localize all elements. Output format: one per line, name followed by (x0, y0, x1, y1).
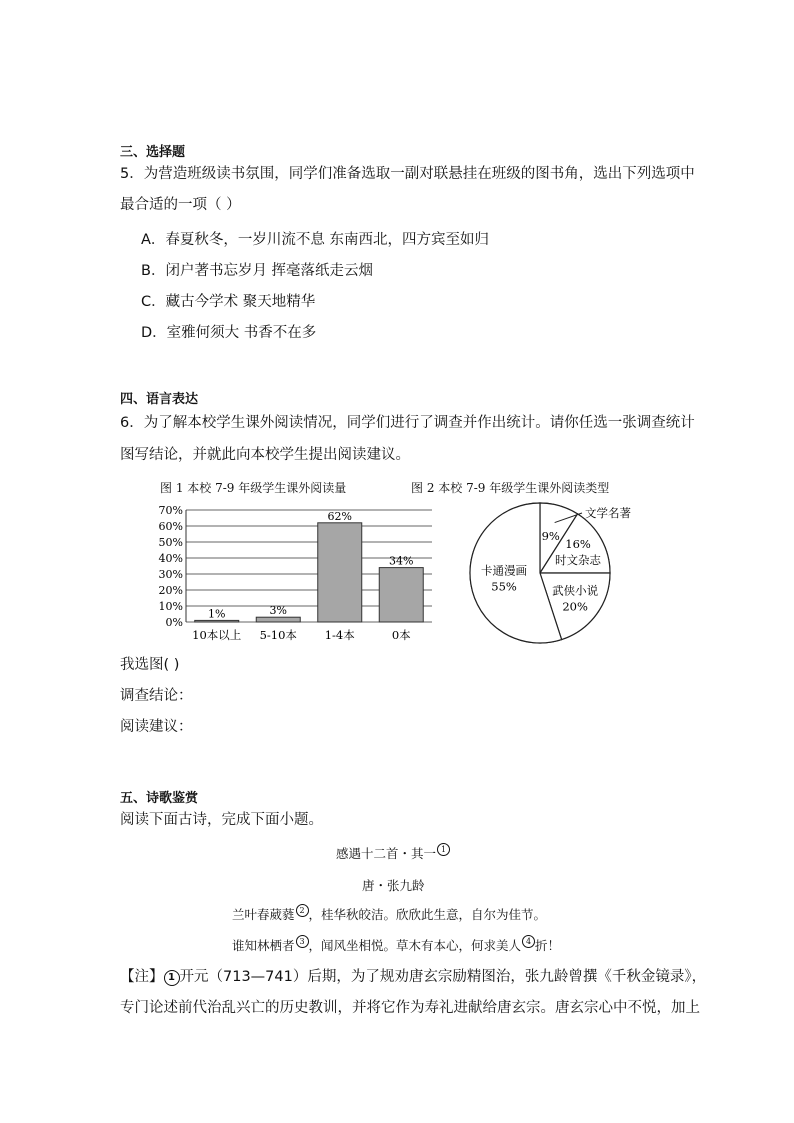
bar (379, 568, 423, 622)
x-category-label: 1-4本 (324, 628, 355, 642)
pie-slice-label: 时文杂志 (555, 553, 602, 568)
section-title-poetry: 五、诗歌鉴赏 (120, 791, 199, 806)
annotation-line-1: 【注】 1 开元（713—741）后期，为了规劝唐玄宗励精图治，张九龄曾撰《千秋金镜录》， (120, 969, 707, 985)
option-a: A．春夏秋冬，一岁川流不息 东南西北，四方宾至如归 (141, 232, 490, 248)
chart-2-title: 图 2 本校 7-9 年级学生课外阅读类型 (411, 481, 610, 495)
pie-value-label: 20% (562, 599, 588, 614)
y-tick-label: 10% (158, 600, 183, 613)
note-marker-3: 3 (296, 935, 309, 948)
y-tick-label: 50% (158, 536, 183, 549)
pie-chart (460, 498, 680, 650)
poem-title: 感遇十二首・其一 1 (336, 843, 450, 862)
note-marker-1: 1 (437, 843, 450, 856)
pie-slice-label: 卡通漫画 (481, 563, 528, 578)
section-title-choice: 三、选择题 (120, 145, 186, 160)
pie-slice-label: 文学名著 (585, 506, 631, 520)
x-category-label: 5-10本 (259, 628, 297, 642)
chart-1-title: 图 1 本校 7-9 年级学生课外阅读量 (160, 481, 347, 495)
bar (256, 617, 300, 622)
choose-chart-line: 我选图( ) (120, 657, 180, 673)
question-5-line-1: 5．为营造班级读书氛围，同学们准备选取一副对联悬挂在班级的图书角，选出下列选项中 (120, 166, 695, 182)
pie-slice-label: 武侠小说 (552, 583, 599, 598)
poem-author: 唐・张九龄 (362, 878, 425, 893)
bar-value-label: 3% (269, 604, 287, 618)
option-c: C．藏古今学术 聚天地精华 (141, 294, 316, 310)
x-category-label: 0本 (391, 628, 411, 642)
option-b: B．闭户著书忘岁月 挥毫落纸走云烟 (141, 263, 374, 279)
annotation-number-1: 1 (164, 970, 180, 986)
poem-line-2: 谁知林栖者 3 ，闻风坐相悦。草木有本心，何求美人 4 折！ (232, 937, 561, 953)
poem-line-1: 兰叶春葳蕤 2 ，桂华秋皎洁。欣欣此生意，自尔为佳节。 (232, 906, 547, 922)
question-6-line-2: 图写结论，并就此向本校学生提出阅读建议。 (120, 447, 410, 463)
bar-value-label: 1% (208, 607, 226, 621)
annotation-line-2: 专门论述前代治乱兴亡的历史教训，并将它作为寿礼进献给唐玄宗。唐玄宗心中不悦，加上 (120, 1000, 700, 1016)
pie-value-label: 9% (541, 529, 560, 544)
y-tick-label: 30% (158, 568, 183, 581)
question-5-line-2: 最合适的一项（ ） (120, 197, 241, 213)
poetry-intro: 阅读下面古诗，完成下面小题。 (120, 812, 323, 828)
bar-value-label: 62% (327, 509, 352, 523)
y-tick-label: 0% (165, 616, 183, 629)
conclusion-label: 调查结论： (120, 688, 193, 704)
bar (195, 620, 239, 622)
bar-chart (150, 498, 450, 648)
y-tick-label: 40% (158, 552, 183, 565)
pie-value-label: 55% (491, 579, 517, 594)
section-title-language: 四、语言表达 (120, 392, 199, 407)
pie-value-label: 16% (565, 537, 591, 552)
y-tick-label: 60% (158, 520, 183, 533)
bar (318, 523, 362, 622)
x-category-label: 10本以上 (192, 628, 242, 642)
note-marker-2: 2 (296, 904, 309, 917)
advice-label: 阅读建议： (120, 719, 193, 735)
bar-value-label: 34% (389, 554, 414, 568)
y-tick-label: 20% (158, 584, 183, 597)
note-marker-4: 4 (522, 935, 535, 948)
option-d: D．室雅何须大 书香不在多 (141, 325, 317, 341)
question-6-line-1: 6．为了解本校学生课外阅读情况，同学们进行了调查并作出统计。请你任选一张调查统计 (120, 415, 695, 431)
y-tick-label: 70% (158, 504, 183, 517)
